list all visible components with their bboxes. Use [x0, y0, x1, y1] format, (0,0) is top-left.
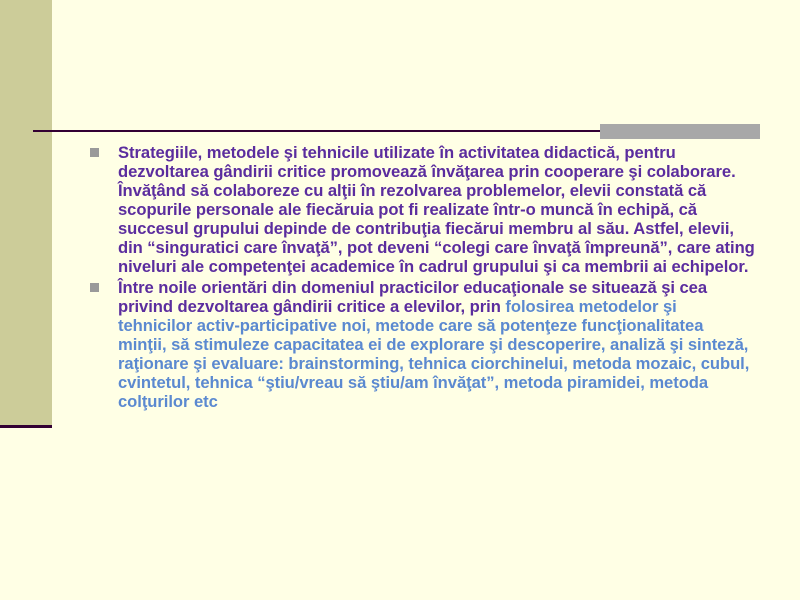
- slide-content: [90, 143, 755, 413]
- bullet-text-highlight: folosirea metodelor şi tehnicilor activ-participative noi, metode care să potenţeze funcţionalitatea minţii, să stimuleze capacitatea ei de explorare şi descoperire, analiză şi sinteză, raţionare şi evaluare: brainstorming, tehnica ciorchinelui, metoda mozaic, cubul, cvintetul, tehnica “ştiu/vreau să ştiu/am învăţat”, metoda piramidei, metoda colţurilor etc: [118, 297, 750, 411]
- bullet-item-orientations: [90, 278, 755, 411]
- bullet-text: Strategiile, metodele şi tehnicile utilizate în activitatea didactică, pentru dezvoltarea gândirii critice promovează învăţarea prin cooperare şi colaborare. Învăţând să colaboreze cu alţii în rezolvarea problemelor, elevii constată că scopurile personale ale fiecăruia pot fi realizate într-o muncă în echipă, că succesul grupului depinde de contribuţia fiecărui membru al său. Astfel, elevii, din “singuratici care învaţă”, pot deveni “colegi care învaţă împreună”, care ating niveluri ale competenţei academice în cadrul grupului şi ca membrii ai echipelor.: [118, 143, 755, 276]
- left-bar-underline: [0, 425, 52, 428]
- square-bullet-icon: [90, 283, 99, 292]
- left-decorative-bar: [0, 0, 52, 426]
- bullet-item-strategies: [90, 143, 755, 276]
- square-bullet-icon: [90, 148, 99, 157]
- accent-block: [600, 124, 760, 139]
- bullet-text-start: Între noile orientări din domeniul practicilor educaţionale se situează şi cea privind dezvoltarea gândirii critice a elevilor, prin: [118, 278, 708, 316]
